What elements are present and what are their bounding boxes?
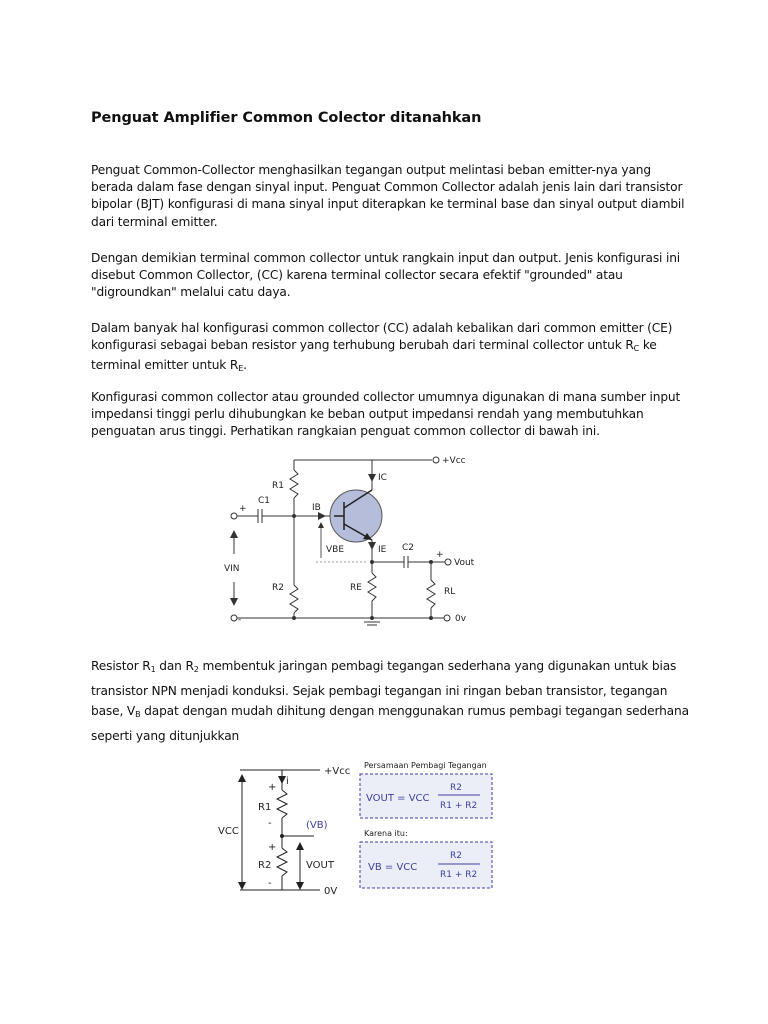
input-minus-sign: - xyxy=(238,615,242,625)
output-plus-sign: + xyxy=(436,550,444,560)
r2-plus-sign: + xyxy=(268,842,277,853)
vout-label: Vout xyxy=(454,558,475,568)
vcc-label: +Vcc xyxy=(442,456,466,466)
equation-box-2-title: Karena itu: xyxy=(364,829,408,838)
paragraph-4: Konfigurasi common collector atau grounded collector umumnya digunakan di mana sumber input impedansi tinggi perlu dihubungkan ke beban output impedansi rendah yang membutuhkan penguatan arus tinggi. Perhatikan rangkaian penguat common collector di bawah ini. xyxy=(91,390,681,439)
paragraph-5: Resistor $R_1$ dan $R_2$ membentuk jaringan pembagi tegangan sederhana yang digunakan untuk bias transistor NPN menjadi konduksi. Sejak pembagi tegangan ini ringan beban transistor, tegangan base, $V_B$ dapat dengan mudah dihitung dengan menggunakan rumus pembagi tegangan sederhana seperti yang ditunjukkan xyxy=(91,659,689,743)
equation-2-lhs: VB = VCC xyxy=(368,862,418,873)
equation-2-numerator: R2 xyxy=(450,851,462,861)
voltage-divider-diagram xyxy=(216,754,498,904)
common-collector-circuit-diagram xyxy=(224,450,494,630)
divider-r2-label: R2 xyxy=(258,860,272,871)
c1-label: C1 xyxy=(258,496,271,506)
vin-label: VIN xyxy=(224,564,240,574)
divider-r1-label: R1 xyxy=(258,802,272,813)
r1-label: R1 xyxy=(272,481,284,491)
r1-plus-sign: + xyxy=(268,782,277,793)
input-plus-sign: + xyxy=(239,504,247,514)
re-label: RE xyxy=(350,583,362,593)
paragraph-1: Penguat Common-Collector menghasilkan tegangan output melintasi beban emitter-nya yang berada dalam fase dengan sinyal input. Penguat Common Collector adalah jenis lain dari transistor bipolar (BJT) konfigurasi di mana sinyal input diterapkan ke terminal base dan sinyal output diambil dari terminal emitter. xyxy=(91,163,685,229)
paragraph-2: Dengan demikian terminal common collector untuk rangkain input dan output. Jenis konfigurasi ini disebut Common Collector, (CC) karena terminal collector secara efektif "grounded" atau "digroundkan" melalui catu daya. xyxy=(91,251,681,300)
divider-vcc-side-label: VCC xyxy=(218,826,239,837)
ie-label: IE xyxy=(378,545,387,555)
c2-label: C2 xyxy=(402,543,415,553)
r2-label: R2 xyxy=(272,583,284,593)
divider-vout-label: VOUT xyxy=(306,860,334,871)
equation-1-numerator: R2 xyxy=(450,783,462,793)
current-i-label: i xyxy=(286,776,289,787)
rl-label: RL xyxy=(444,587,456,597)
paragraph-3: Dalam banyak hal konfigurasi common collector (CC) adalah kebalikan dari common emitter (CE) konfigurasi sebagai beban resistor yang terhubung berubah dari terminal collector untuk $R_C$ ke terminal emitter untuk $R_E$. xyxy=(91,321,673,374)
ib-label: IB xyxy=(312,503,321,513)
divider-zero-v-label: 0V xyxy=(324,886,338,897)
r2-minus-sign: - xyxy=(268,878,272,889)
equation-1-denominator: R1 + R2 xyxy=(440,801,478,811)
page-title: Penguat Amplifier Common Colector ditanahkan xyxy=(91,110,482,126)
equation-1-lhs: VOUT = VCC xyxy=(366,793,430,804)
zero-v-label: 0v xyxy=(455,614,467,624)
ic-label: IC xyxy=(378,473,387,483)
r1-minus-sign: - xyxy=(268,818,272,829)
divider-vcc-label: +Vcc xyxy=(324,766,351,777)
vbe-label: VBE xyxy=(326,545,345,555)
equation-2-denominator: R1 + R2 xyxy=(440,870,478,880)
equation-box-1-title: Persamaan Pembagi Tegangan xyxy=(364,761,487,770)
vb-label: (VB) xyxy=(306,820,328,831)
